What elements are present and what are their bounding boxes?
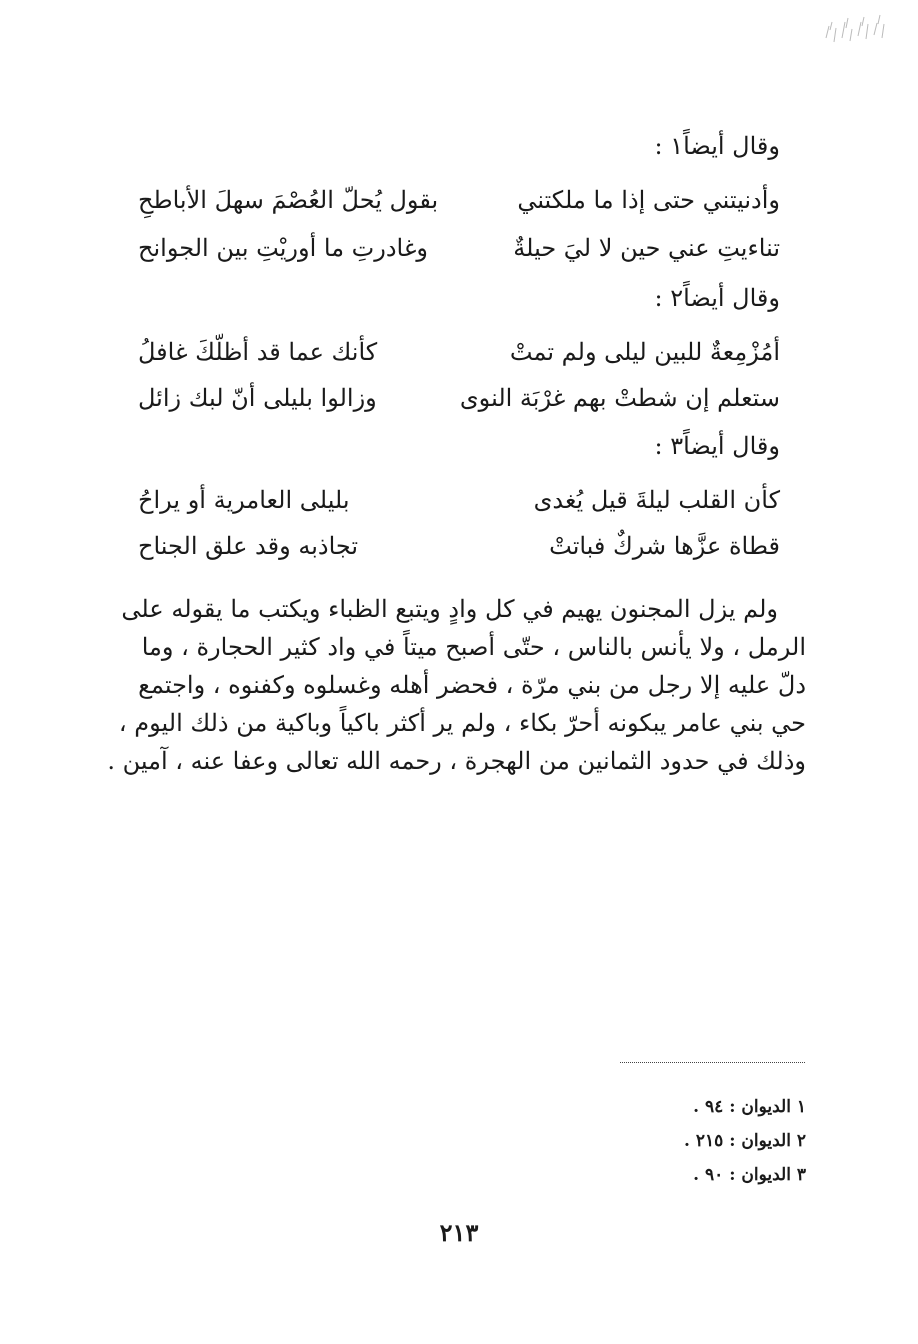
prose-paragraph	[106, 590, 806, 780]
verse-second-hemistich: كأنك عما قد أظلّكَ غافلُ	[138, 338, 378, 366]
verse-second-hemistich: بقول يُحلّ العُصْمَ سهلَ الأباطحِ	[138, 186, 439, 214]
prose-line: دلّ عليه إلا رجل من بني مرّة ، فحضر أهله وغسلوه وكفنوه ، واجتمع	[138, 671, 806, 699]
footnote-separator	[620, 1062, 805, 1063]
footnote: ٢ الديوان : ٢١٥ .	[684, 1131, 806, 1151]
verse-first-hemistich: ستعلم إن شطتْ بهم غرْبَة النوى	[459, 384, 780, 412]
poem-intro: وقال أيضاً١ :	[654, 132, 780, 160]
verse-second-hemistich: وغادرتِ ما أوريْتِ بين الجوانح	[138, 234, 429, 262]
page-number: ٢١٣	[439, 1218, 479, 1247]
footnote: ١ الديوان : ٩٤ .	[693, 1097, 806, 1117]
verse-second-hemistich: تجاذبه وقد علق الجناح	[138, 532, 359, 560]
verse-second-hemistich: وزالوا بليلى أنّ لبك زائل	[138, 384, 377, 412]
verse-first-hemistich: تناءيتِ عني حين لا ليَ حيلةٌ	[513, 234, 780, 262]
poem-intro: وقال أيضاً٢ :	[654, 284, 780, 312]
prose-line: حي بني عامر يبكونه أحرّ بكاء ، ولم ير أكثر باكياً وباكية من ذلك اليوم ،	[118, 709, 806, 737]
prose-line: الرمل ، ولا يأنس بالناس ، حتّى أصبح ميتاً في واد كثير الحجارة ، وما	[141, 633, 806, 661]
footnote: ٣ الديوان : ٩٠ .	[693, 1165, 806, 1185]
verse-first-hemistich: كأن القلب ليلةَ قيل يُغدى	[533, 486, 780, 514]
verse-first-hemistich: وأدنيتني حتى إذا ما ملكتني	[517, 186, 780, 214]
verse-second-hemistich: بليلى العامرية أو يراحُ	[138, 486, 350, 514]
prose-line: وذلك في حدود الثمانين من الهجرة ، رحمه الله تعالى وعفا عنه ، آمين .	[107, 747, 806, 775]
poem-intro: وقال أيضاً٣ :	[654, 432, 780, 460]
verse-first-hemistich: أمُزْمِعةٌ للبين ليلى ولم تمتْ	[509, 338, 780, 366]
verse-first-hemistich: قطاة عزَّها شركٌ فباتتْ	[549, 532, 780, 560]
scan-artifact-mark	[816, 8, 896, 48]
prose-line: ولم يزل المجنون يهيم في كل وادٍ ويتبع الظباء ويكتب ما يقوله على	[121, 595, 778, 623]
